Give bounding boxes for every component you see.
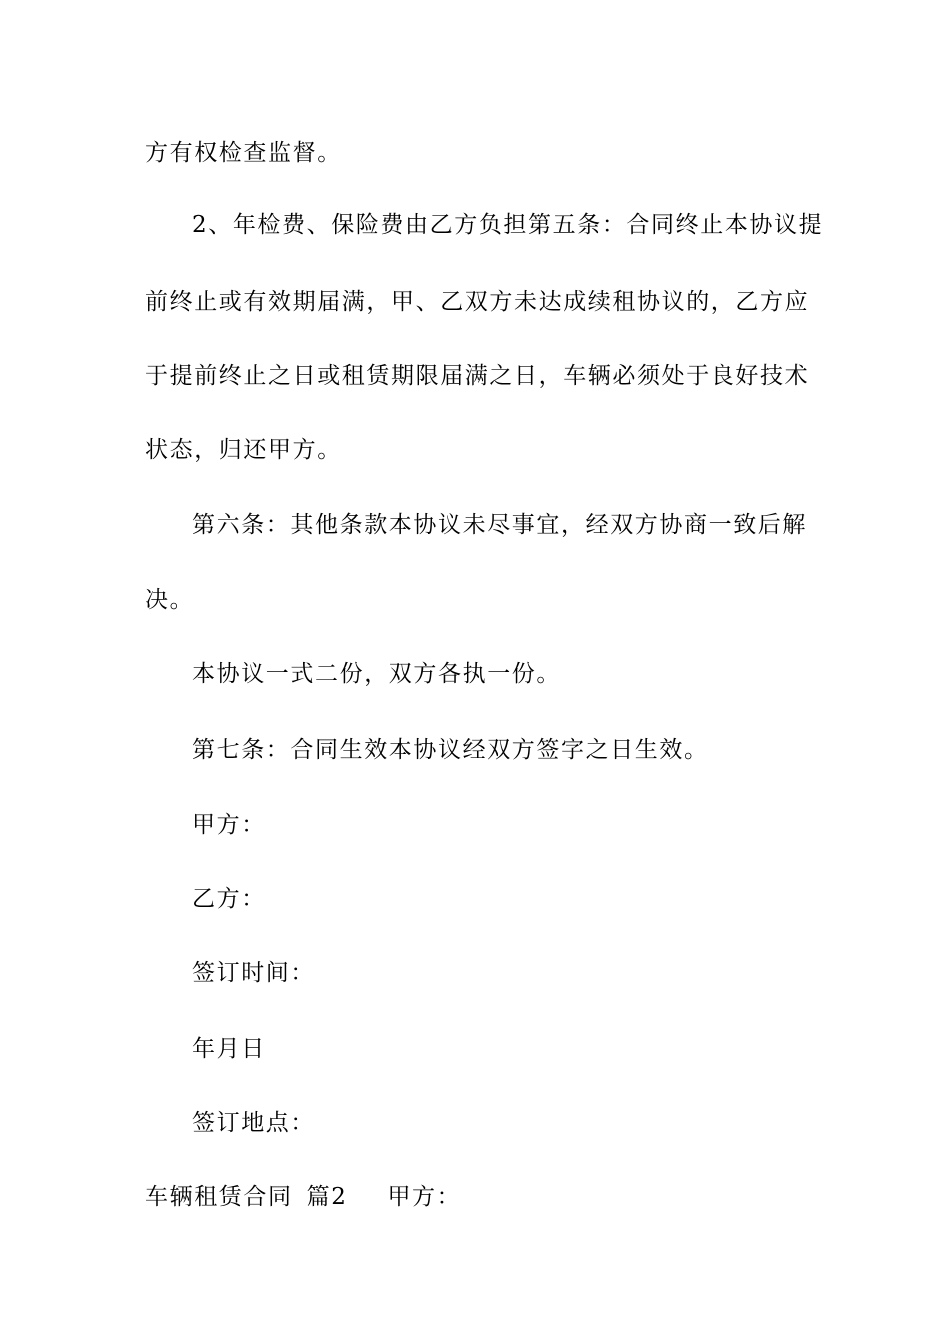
- part-number: 篇2: [306, 1184, 348, 1210]
- section-heading: [145, 1182, 461, 1212]
- paragraph-line: 状态，归还甲方。: [145, 437, 342, 463]
- paragraph-line: 本协议一式二份，双方各执一份。: [192, 661, 561, 687]
- signing-place-label: 签订地点：: [192, 1110, 315, 1136]
- date-placeholder: 年月日: [192, 1036, 266, 1062]
- paragraph-line: 决。: [145, 587, 195, 613]
- signature-party-b: 乙方：: [192, 886, 266, 912]
- signing-time-label: 签订时间：: [192, 960, 315, 986]
- paragraph-line: 第七条：合同生效本协议经双方签字之日生效。: [192, 737, 709, 763]
- contract-title: 车辆租赁合同: [145, 1184, 293, 1210]
- party-a-label: 甲方：: [387, 1184, 462, 1210]
- signature-party-a: 甲方：: [192, 812, 266, 838]
- paragraph-line: 2、年检费、保险费由乙方负担第五条：合同终止本协议提: [192, 212, 824, 238]
- paragraph-line: 于提前终止之日或租赁期限届满之日，车辆必须处于良好技术: [145, 363, 810, 389]
- paragraph-line: 前终止或有效期届满，甲、乙双方未达成续租协议的，乙方应: [145, 289, 810, 315]
- paragraph-line: 方有权检查监督。: [145, 140, 342, 166]
- paragraph-line: 第六条：其他条款本协议未尽事宜，经双方协商一致后解: [192, 512, 807, 538]
